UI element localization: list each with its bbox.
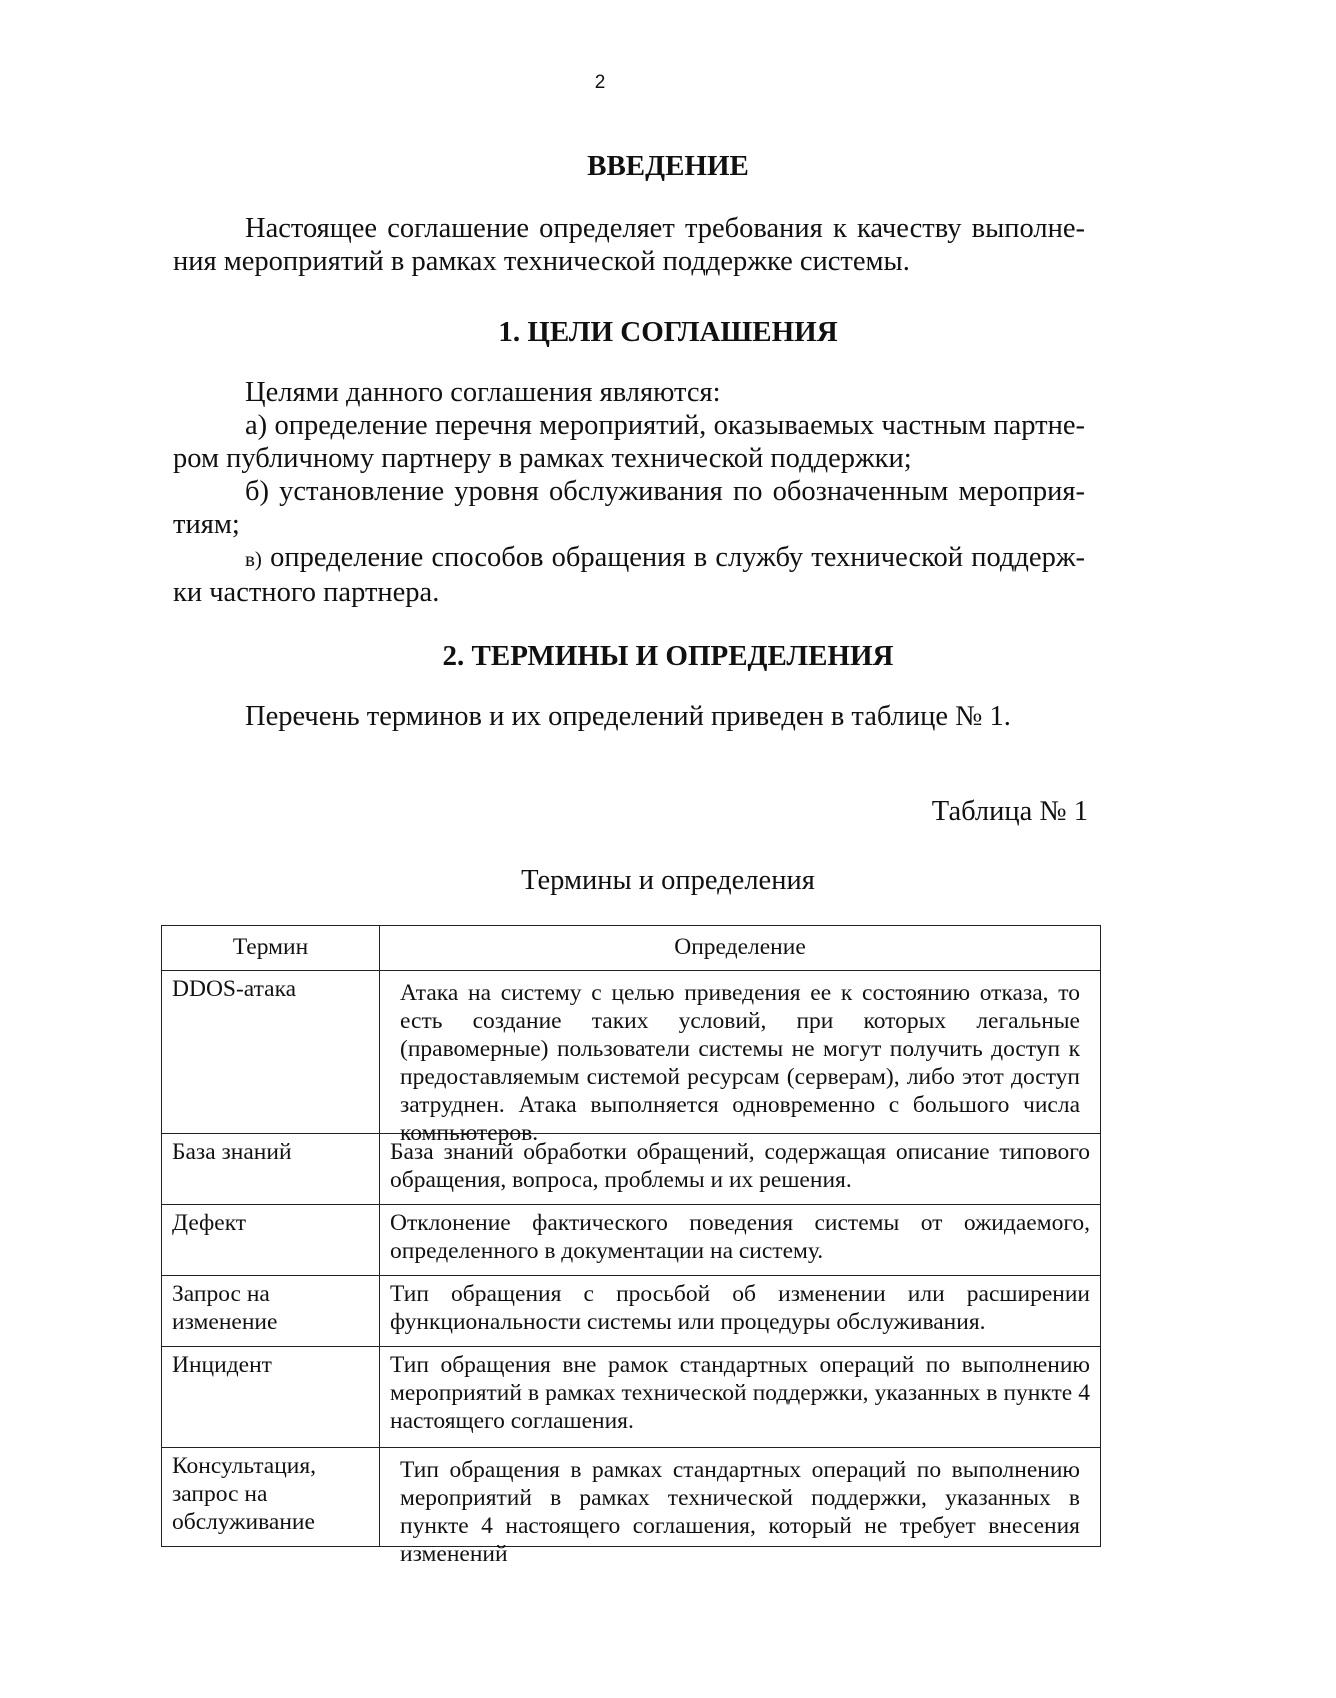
term-cell: Консультация, запрос на обслуживание	[162, 1448, 380, 1547]
goal-c-text: определение способов обращения в службу технической поддерж-	[261, 542, 1085, 573]
definition-cell	[380, 1448, 1101, 1567]
goal-b-line-1: б) установление уровня обслуживания по обозначенным мероприя-	[245, 476, 1085, 507]
header-definition: Определение	[380, 926, 1101, 971]
term-cell: Дефект	[162, 1205, 380, 1276]
table-row	[162, 1205, 1101, 1276]
intro-line-1: Настоящее соглашение определяет требования к качеству выполне-	[245, 213, 1085, 244]
intro-heading: ВВЕДЕНИЕ	[587, 150, 749, 182]
term-cell: Инцидент	[162, 1347, 380, 1448]
goal-c-line-2: ки частного партнера.	[173, 577, 440, 608]
goal-c-line-1	[173, 541, 1085, 576]
table-row	[162, 1347, 1101, 1448]
definition-cell: Тип обращения с просьбой об изменении или расширении функциональности системы или процедуры обслуживания.	[380, 1276, 1101, 1347]
terms-table	[161, 925, 1101, 1567]
table-label: Таблица № 1	[931, 796, 1088, 827]
definition-text: Атака на систему с целью приведения ее к состоянию отказа, то есть создание таких условий, при которых легальные (правомерные) пользователи системы не могут получить доступ к предоставляемым системой ресурсам (серверам), либо этот доступ затруднен. Атака выполняется одновременно с большого числа компьютеров.	[400, 980, 1080, 1146]
table-header-row	[162, 926, 1101, 971]
section2-text: Перечень терминов и их определений приведен в таблице № 1.	[245, 701, 1011, 732]
goal-b-line-2: тиям;	[173, 509, 240, 540]
table-row	[162, 1134, 1101, 1205]
table-row	[162, 971, 1101, 1134]
goal-a-line-1: а) определение перечня мероприятий, оказываемых частным партне-	[245, 410, 1085, 441]
definition-text: Тип обращения в рамках стандартных операций по выполнению мероприятий в рамках технической поддержки, указанных в пункте 4 настоящего соглашения, который не требует внесения изменений	[400, 1457, 1080, 1567]
goal-c-letter: в)	[245, 547, 262, 571]
definition-cell: База знаний обработки обращений, содержащая описание типового обращения, вопроса, проблемы и их решения.	[380, 1134, 1101, 1205]
definition-cell: Отклонение фактического поведения системы от ожидаемого, определенного в документации на систему.	[380, 1205, 1101, 1276]
table-row	[162, 1276, 1101, 1347]
definition-cell: Тип обращения вне рамок стандартных операций по выполнению мероприятий в рамках технической поддержки, указанных в пункте 4 настоящего соглашения.	[380, 1347, 1101, 1448]
section1-heading: 1. ЦЕЛИ СОГЛАШЕНИЯ	[498, 316, 838, 348]
term-cell: Запрос на изменение	[162, 1276, 380, 1347]
page-number: 2	[594, 72, 606, 93]
header-term: Термин	[162, 926, 380, 971]
goals-lead: Целями данного соглашения являются:	[245, 377, 721, 408]
definition-cell	[380, 971, 1101, 1146]
intro-paragraph	[173, 212, 1085, 278]
section2-heading: 2. ТЕРМИНЫ И ОПРЕДЕЛЕНИЯ	[442, 640, 894, 672]
goal-a-line-2: ром публичному партнеру в рамках технической поддержки;	[173, 443, 912, 474]
term-cell: База знаний	[162, 1134, 380, 1205]
term-cell: DDOS-атака	[162, 971, 380, 1134]
table-row	[162, 1448, 1101, 1547]
goals-list	[173, 376, 1085, 609]
table-caption: Термины и определения	[521, 865, 815, 896]
intro-line-2: ния мероприятий в рамках технической поддержке системы.	[173, 246, 910, 277]
